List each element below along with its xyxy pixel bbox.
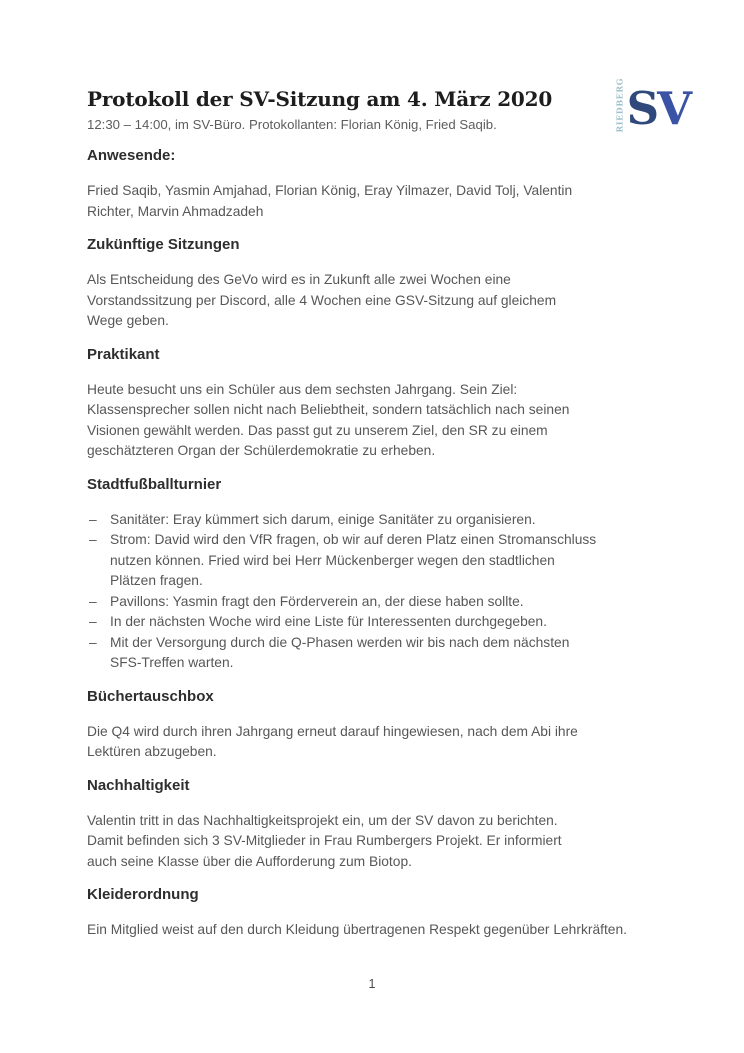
topic-list (87, 510, 677, 674)
text-line: Visionen gewählt werden. Das passt gut zu unserem Ziel, den SR zu einem (87, 422, 548, 438)
document-section (87, 776, 677, 873)
text-line: – Strom: David wird den VfR fragen, ob wir auf deren Platz einen Stromanschluss (110, 532, 597, 547)
text-line: nutzen können. Fried wird bei Herr Mückenberger wegen den stadtlichen (110, 552, 555, 568)
text-line: Heute besucht uns ein Schüler aus dem sechsten Jahrgang. Sein Ziel: (87, 381, 518, 397)
paragraph (87, 722, 677, 763)
section-heading: Nachhaltigkeit (87, 776, 190, 794)
document-section (87, 885, 677, 941)
document-body (87, 146, 677, 941)
text-line: auch seine Klasse über die Aufforderung zum Biotop. (87, 853, 412, 869)
section-heading: Anwesende: (87, 147, 176, 164)
section-heading: Stadtfußballturnier (87, 475, 222, 493)
text-line: Wege geben. (87, 313, 169, 328)
text-line: Plätzen fragen. (110, 573, 203, 588)
text-line: Klassensprecher sollen nicht nach Beliebtheit, sondern tatsächlich nach seinen (87, 402, 570, 417)
text-line: Ein Mitglied weist auf den durch Kleidung übertragenen Respekt gegenüber Lehrkräften. (87, 922, 627, 937)
document-section (87, 235, 677, 332)
document-content (87, 77, 677, 941)
text-line: geschätzteren Organ der Schülerdemokratie zu erheben. (87, 443, 436, 458)
paragraph (87, 181, 677, 222)
text-line: SFS-Treffen warten. (110, 655, 234, 670)
text-line: Damit befinden sich 3 SV-Mitglieder in Frau Rumbergers Projekt. Er informiert (87, 833, 562, 848)
document-section (87, 146, 677, 222)
document-section (87, 687, 677, 763)
paragraph (87, 920, 677, 941)
text-line: – Sanitäter: Eray kümmert sich darum, einige Sanitäter zu organisieren. (110, 511, 536, 527)
text-line: Lektüren abzugeben. (87, 744, 217, 759)
section-heading: Büchertauschbox (87, 687, 214, 705)
text-line: Die Q4 wird durch ihren Jahrgang erneut darauf hingewiesen, nach dem Abi ihre (87, 723, 578, 739)
paragraph (87, 811, 677, 873)
section-heading: Praktikant (87, 345, 160, 363)
text-line: – Pavillons: Yasmin fragt den Förderverein an, der diese haben sollte. (110, 593, 524, 609)
logo-letter-v: V (657, 82, 690, 135)
text-line: Fried Saqib, Yasmin Amjahad, Florian König, Eray Yilmazer, David Tolj, Valentin (87, 183, 573, 198)
paragraph (87, 270, 677, 332)
text-line: – Mit der Versorgung durch die Q-Phasen werden wir bis nach dem nächsten (110, 634, 570, 650)
document-section (87, 475, 677, 674)
list-item (87, 510, 677, 531)
document-section (87, 345, 677, 462)
text-line: Vorstandssitzung per Discord, alle 4 Wochen eine GSV-Sitzung auf gleichem (87, 292, 557, 308)
logo-letter-s: S (626, 82, 658, 135)
logo-vertical-text: RIEDBERG (614, 77, 625, 133)
page-subtitle: 12:30 – 14:00, im SV-Büro. Protokollanten: Florian König, Fried Saqib. (87, 117, 497, 132)
list-item (87, 530, 677, 592)
text-line: Richter, Marvin Ahmadzadeh (87, 203, 264, 219)
section-heading: Zukünftige Sitzungen (87, 236, 240, 253)
list-item (87, 612, 677, 633)
page-title: Protokoll der SV-Sitzung am 4. März 2020 (87, 87, 553, 111)
list-item (87, 592, 677, 613)
text-line: Als Entscheidung des GeVo wird es in Zukunft alle zwei Wochen eine (87, 272, 511, 287)
page-number: 1 (368, 977, 376, 991)
section-heading: Kleiderordnung (87, 886, 199, 903)
paragraph (87, 380, 677, 462)
text-line: – In der nächsten Woche wird eine Liste für Interessenten durchgegeben. (110, 614, 547, 629)
list-item (87, 633, 677, 674)
page-footer (0, 977, 744, 991)
text-line: Valentin tritt in das Nachhaltigkeitsprojekt ein, um der SV davon zu berichten. (87, 812, 558, 828)
